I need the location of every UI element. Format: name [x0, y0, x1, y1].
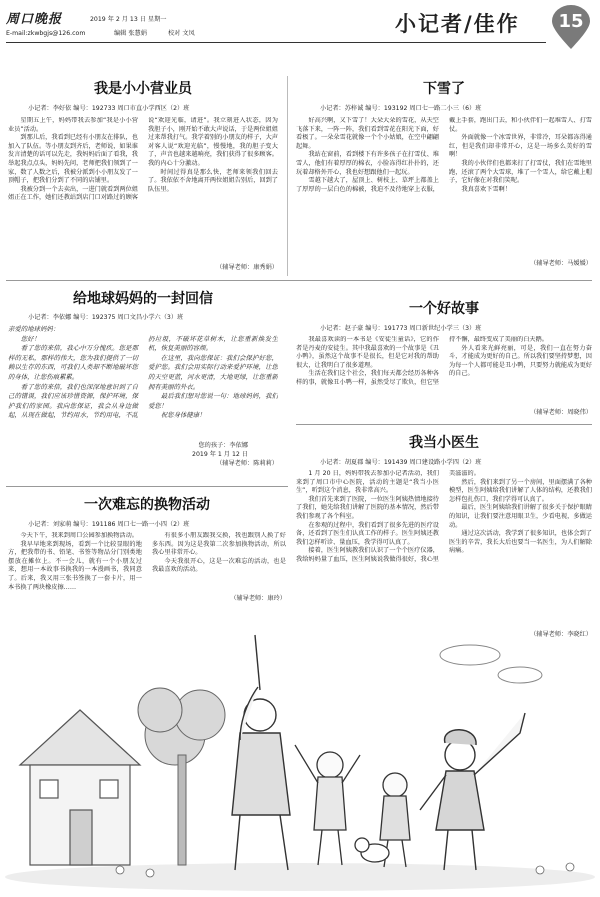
article-salesclerk [8, 78, 278, 276]
divider [287, 76, 288, 276]
article-title: 我当小医生 [409, 435, 479, 451]
paragraph: 雪越下越大了，屋顶上、树枝上、草坪上都盖上了厚厚的一层白色的棉被，我迫不及待地穿上衣服，戴上手套，跑出门去，和小伙伴们一起堆雪人、打雪仗。 [296, 117, 592, 193]
paragraph: 在参观的过程中，我们看到了很多先进的医疗设备，还看到了医生们认真工作的样子。医生阿姨还教我们怎样听诊、量血压，我学得可认真了。 [296, 521, 439, 546]
masthead [0, 0, 600, 66]
section-title: 小记者/佳作 [395, 11, 520, 36]
article-body [8, 532, 286, 594]
paragraph: 在这里，我向您保证：我们会保护好您，爱护您。我们会用实际行动来爱护环境，让您的天空更蓝，河水更清，大地更绿，让您重新拥有美丽的外衣。 [148, 353, 278, 391]
paragraph: 今天下午，我来到周口公园参加换物活动。 [20, 532, 138, 539]
paragraph: 我们首先来到了医院，一位医生阿姨热情地接待了我们，她先给我们讲解了医院的基本情况，然后带我们参观了各个科室。 [296, 495, 439, 520]
paragraph: 祝您身体健康！ [160, 411, 206, 420]
article-title: 一次难忘的换物活动 [84, 497, 210, 513]
article-body [8, 335, 278, 441]
article-byline: 小记者：李好依 编号：192733 周口市直小学西区（2）班 [28, 105, 190, 112]
teacher-credit: （辅导老师：康玲） [230, 595, 286, 602]
paragraph: 看了您的来信，我心中万分愧疚。您是那样的无私，那样的伟大，您为我们提供了一切赖以生存的东西，可我们人类却不断地破坏您的身体，让您伤痕累累。 [8, 344, 138, 381]
article-byline: 小记者：胡夏郡 编号：191439 周口建设路小学四（2）班 [320, 459, 482, 466]
divider [6, 486, 288, 487]
masthead-rule [6, 42, 546, 43]
letter-signature: 您的孩子：李依娜 [198, 441, 248, 449]
paragraph: 看了您的来信，我们也深深地意识到了自己的错误，我们应该珍惜资源，保护环境，保护我们的家园。我向您保证，我会从身边做起，从现在做起，节约用水，节约用电，不乱扔垃圾，不破坏花草树木，让您重新焕发生机，恢复美丽的容颜。 [8, 334, 278, 420]
paragraph: 我最喜欢读的一本书是《安徒生童话》，它的作者是丹麦的安徒生。其中我最喜欢的一个故事是《丑小鸭》，虽然这个故事不是很长，但是它对我的帮助很大，让我明白了很多道理。 [296, 336, 439, 369]
article-body [296, 470, 592, 630]
teacher-credit: （辅导老师：马媛媛） [530, 260, 592, 267]
editor-credit: 编辑 张慧娟 [114, 30, 147, 37]
paragraph: 通过这次活动，我学到了很多知识，也体会到了医生的辛苦，我长大后也要当一名医生，为人们解除病痛。 [449, 530, 592, 555]
article-letter [8, 288, 278, 484]
paragraph: 好高兴啊，又下雪了！大朵大朵的雪花，从天空飞落下来，一阵一阵，我们看到雪花在阳光下面，好看极了。一朵朵雪花就像一个个小姑娘，在空中翩翩起舞。 [296, 117, 439, 150]
article-title: 我是小小营业员 [94, 81, 192, 97]
paragraph: 最后我们想对您说一句：地球妈妈，我们爱您！ [148, 392, 278, 410]
teacher-credit: （辅导老师：周晓伟） [530, 409, 592, 416]
paragraph: 外人看来光鲜亮丽，可是，我们一直在努力奋斗，才能成为更好的自己。所以我们要坚持梦想，因为每一个人都可能是丑小鸭，只要努力就能成为更好的自己。 [449, 344, 592, 378]
article-title: 下雪了 [423, 81, 465, 97]
divider [6, 280, 592, 281]
teacher-credit: （辅导老师：陈莉莉） [216, 459, 278, 467]
article-title: 给地球妈妈的一封回信 [73, 291, 213, 307]
article-body [296, 117, 592, 259]
paragraph: 最后，医生阿姨给我们讲解了很多关于保护眼睛的知识，让我们要注意用眼卫生，少看电视，多做运动。 [449, 504, 592, 529]
family-illustration [0, 615, 600, 893]
article-little-doctor [296, 432, 592, 638]
paragraph: 我被分到一个去卖出，一进门就看到两位姐姐正在工作，她们还教站到店门口对路过的顾客说“欢迎光临，请进”。我立刻进入状态，因为我胆子小，刚开始不敢大声说话，于是两位姐姐过来帮我打气。我学着别的小朋友的样子，大声对客人说“欢迎光临”，慢慢地，我的胆子变大了，声音也越来越响亮，我们获得了很多顾客。我的内心十分激动。 [8, 117, 278, 202]
paragraph: 接着，医生阿姨教我们认识了一个个医疗仪器，我给妈妈量了血压，医生阿姨说我做得很好，我心里美滋滋的。 [296, 470, 480, 563]
article-snow [296, 78, 592, 270]
article-body [296, 336, 592, 408]
article-byline: 小记者：赵子豪 编号：191773 周口新世纪小学三（3）班 [320, 325, 482, 332]
paragraph: 然后，我们来到了另一个房间，里面摆满了各种模型，医生阿姨给我们讲解了人体的结构，还教我们怎样包扎伤口，我们学得可认真了。 [449, 478, 592, 503]
paragraph: 外面就像一个冰雪世界，非常冷，耳朵都冻得通红，但是我们却非常开心，这是一场多么美好的雪啊！ [449, 134, 592, 159]
paragraph: 您好！ [20, 334, 40, 343]
article-byline: 小记者：李依娜 编号：192375 周口文昌小学六（3）班 [28, 314, 184, 321]
article-good-story [296, 298, 592, 418]
paper-name: 周口晚报 [6, 12, 63, 27]
article-exchange [8, 494, 286, 612]
family-drawing-icon [0, 615, 600, 893]
teacher-credit: （辅导老师：康秀娟） [216, 264, 278, 271]
paragraph: 有很多小朋友跟我交换，我也跟别人换了好多东西。因为这是我第二次参加换物活动，所以我心里非常开心。 [152, 532, 286, 557]
paragraph: 1 月 20 日，妈妈带我去参加小记者活动，我们来到了周口市中心医院，活动的主题是“我当小医生”，听到这个消息，我非常高兴。 [296, 470, 439, 495]
page-number-badge [548, 5, 594, 51]
paragraph: 到那儿后，我看到已经有小朋友在排队，也加入了队伍。等小朋友到齐后，老师说，如果谁发言清楚的话可以先走，我妈妈后面了看我，我举起我点点头，妈妈先问，老师把我们领到了一家，数了人数之后，我被分派到小小朋友发了一顶帽子，把我们分到了不同的店铺里。 [8, 134, 138, 185]
article-byline: 小记者：刘家萌 编号：191186 周口七一路一小四（2）班 [28, 521, 190, 528]
proof-credit: 校对 文凤 [168, 30, 195, 37]
letter-date: 2019 年 1 月 12 日 [192, 450, 248, 458]
contact-email: E-mail:zkwbgjs@126.com [6, 30, 86, 37]
paragraph: 我真喜欢下雪啊！ [461, 185, 511, 193]
paragraph: 我站在窗前，看到楼下有许多孩子在打雪仗、堆雪人，他们有着厚厚的棉衣，小脸冻得红扑扑的，还玩着却格外开心，我也好想跟他们一起玩。 [296, 151, 439, 176]
letter-greeting: 亲爱的地球妈妈： [8, 325, 60, 333]
paragraph: 时间过得真是那么快，老师来领我们回去了。我依依不舍地离开两位姐姐告别后，回到了队伍里。 [148, 168, 278, 193]
teacher-credit: （辅导老师：李晓红） [530, 631, 592, 638]
article-title: 一个好故事 [409, 301, 479, 317]
article-body [8, 117, 278, 263]
paragraph: 我早早地来到现场，看到一个比较显眼的地方，把我带的书、铅笔、书签等物品分门别类地摆放在摊位上。不一会儿，就有一个小朋友过来，想用一本故事书换我的一本漫画书，我同意了。后来，我又用三张书签换了一套卡片，用一本书换了两块橡皮擦…… [8, 540, 142, 591]
divider [296, 424, 592, 425]
paragraph: 生活在我们这个社会，我们每天都会经历各种各样的事，就像丑小鸭一样，虽然受尽了欺负，但它坚持不懈，最终变成了美丽的白天鹅。 [296, 336, 548, 386]
page-number: 15 [558, 11, 584, 32]
paragraph: 今天我很开心，这是一次难忘的活动，也是我最喜欢的活动。 [152, 557, 286, 574]
article-byline: 小记者：苏梓诚 编号：193192 周口七一路二小三（6）班 [320, 105, 482, 112]
paragraph: 我的小伙伴们也都来打了打雪仗，我们在雪地里跑，还滚了两个大雪球，堆了一个雪人，给它戴上帽子，它好像在对我们笑呢。 [449, 159, 592, 185]
paragraph: 星期五上午，妈妈带我去参加“我是小小营业员”活动。 [8, 117, 138, 133]
issue-date: 2019 年 2 月 13 日 星期一 [90, 16, 167, 23]
